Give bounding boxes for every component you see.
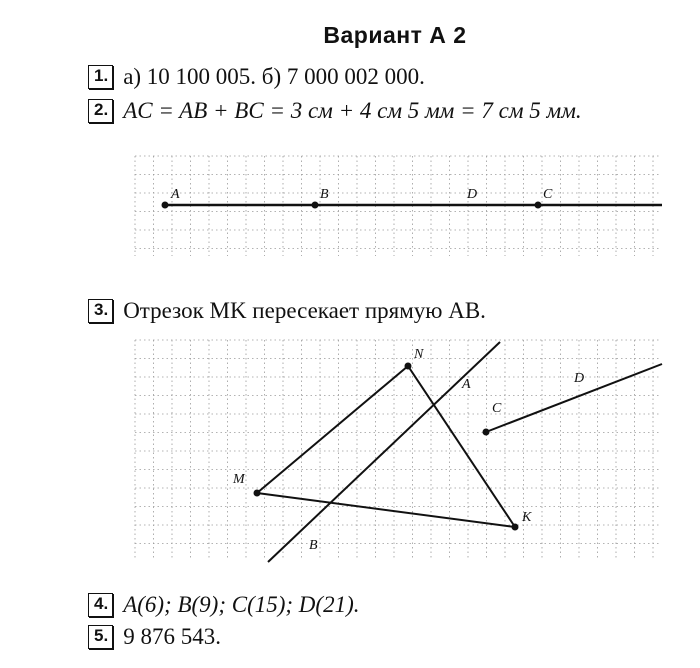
label-a: A [171,187,180,202]
point-k [512,524,519,531]
label-n: N [414,347,424,362]
task-4 [88,592,360,618]
label-c2: C [492,401,502,416]
task-text: Отрезок MK пересекает прямую AB. [123,298,486,323]
task-number: 4. [88,593,113,617]
label-b2: B [309,538,318,553]
label-d: D [467,187,478,202]
task-5 [88,624,221,650]
task-text: а) 10 100 005. б) 7 000 002 000. [123,64,425,89]
page-title: Вариант А 2 [323,22,467,48]
task-text: A(6); B(9); C(15); D(21). [123,592,360,617]
label-d2: D [574,371,585,386]
label-b: B [320,187,329,202]
point-c2 [483,429,490,436]
point-m [254,490,261,497]
task-text: 9 876 543. [123,624,221,649]
point-n [405,363,412,370]
label-k: K [522,510,532,525]
task-number: 2. [88,99,113,123]
task-text: AC = AB + BC = 3 см + 4 см 5 мм = 7 см 5 мм. [123,98,582,123]
task-number: 5. [88,625,113,649]
label-c: C [543,187,553,202]
task-number: 3. [88,299,113,323]
task-number: 1. [88,65,113,89]
segment-mk [257,493,515,527]
segment-nm [257,366,408,493]
label-a2: A [462,377,471,392]
label-m: M [233,472,245,487]
